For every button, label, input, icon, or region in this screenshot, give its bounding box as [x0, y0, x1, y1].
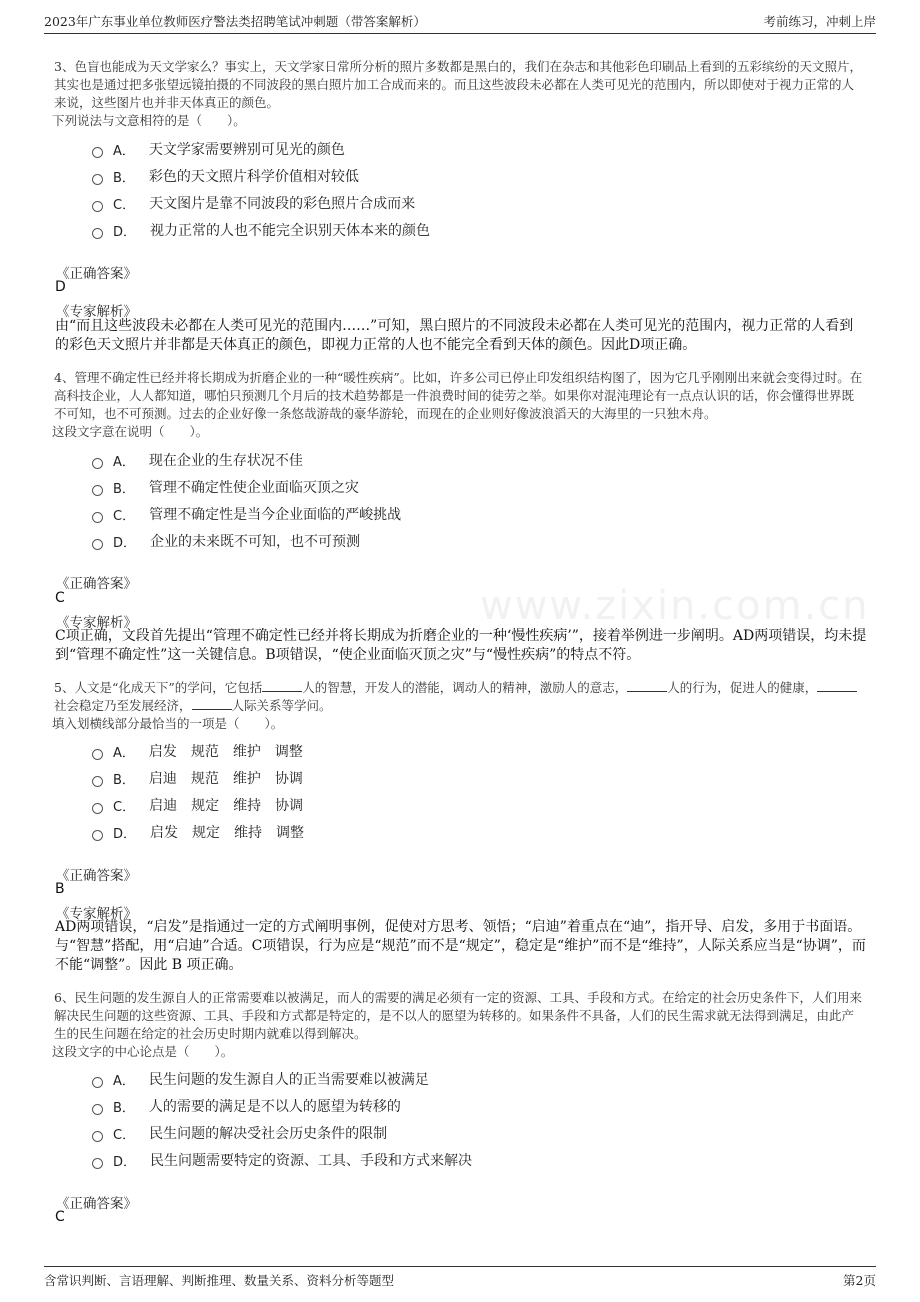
option-text: 彩色的天文照片科学价值相对较低	[148, 169, 359, 185]
option-b[interactable]: B． 启迪 规范 维护 协调	[92, 768, 303, 788]
option-text: 现在企业的生存状况不佳	[148, 453, 303, 469]
answer-value: B	[55, 881, 65, 897]
page-footer	[44, 1266, 876, 1290]
question-stem: 6、民生问题的发生源自人的正常需要难以被满足，而人的需要的满足必须有一定的资源、工具、手段和方式。在给定的社会历史条件下，人们用来解决民生问题的这些资源、工具、手段和方式都是特定的，是不以人的愿望为转移的。如果条件不具备，人们的民生需求就无法得到满足，由此产生的民生问题在给定的社会历史时期内就难以得到解决。	[54, 990, 862, 1041]
question-stem: 3、色盲也能成为天文学家么？事实上，天文学家日常所分析的照片多数都是黑白的，我们在杂志和其他彩色印刷品上看到的五彩缤纷的天文照片，其实也是通过把多张望远镜拍摄的不同波段的黑白照片加工合成而来的。而且这些波段未必都在人类可见光的范围内，所以即使对于视力正常的人来说，这些图片也并非天体真正的颜色。	[54, 59, 862, 110]
option-text: 人的需要的满足是不以人的愿望为转移的	[148, 1099, 401, 1115]
question-3	[54, 58, 866, 130]
fill-blank	[627, 680, 667, 692]
footer-note: 含常识判断、言语理解、判断推理、数量关系、资料分析等题型	[44, 1273, 395, 1288]
question-prompt: 填入划横线部分最恰当的一项是（ ）。	[52, 716, 284, 731]
radio-icon[interactable]	[92, 458, 103, 469]
fill-blank	[262, 680, 302, 692]
option-a[interactable]: A． 启发 规范 维护 调整	[92, 741, 303, 761]
option-text: 民生问题的解决受社会历史条件的限制	[149, 1126, 388, 1142]
option-b[interactable]: B． 管理不确定性使企业面临灭顶之灾	[92, 477, 359, 497]
radio-icon[interactable]	[92, 539, 103, 550]
option-b[interactable]: B． 彩色的天文照片科学价值相对较低	[92, 166, 359, 186]
radio-icon[interactable]	[92, 803, 103, 814]
radio-icon[interactable]	[92, 1077, 103, 1088]
radio-icon[interactable]	[92, 776, 103, 787]
radio-icon[interactable]	[92, 228, 103, 239]
question-prompt: 这段文字意在说明（ ）。	[52, 424, 209, 439]
option-text: 天文图片是靠不同波段的彩色照片合成而来	[149, 196, 416, 212]
explanation-text: 由“而且这些波段未必都在人类可见光的范围内……”可知，黑白照片的不同波段未必都在人类可见光的范围内，视力正常的人看到的彩色天文照片并非都是天体真正的颜色，即视力正常的人也不能完全看到天体的颜色。因此D项正确。	[55, 318, 854, 353]
option-c[interactable]: C． 天文图片是靠不同波段的彩色照片合成而来	[92, 193, 415, 213]
radio-icon[interactable]	[92, 1104, 103, 1115]
radio-icon[interactable]	[92, 512, 103, 523]
option-text: 视力正常的人也不能完全识别天体本来的颜色	[150, 223, 431, 239]
radio-icon[interactable]	[92, 201, 103, 212]
option-b[interactable]: B． 人的需要的满足是不以人的愿望为转移的	[92, 1096, 401, 1116]
option-d[interactable]: D． 视力正常的人也不能完全识别天体本来的颜色	[92, 220, 430, 240]
question-stem: 4、管理不确定性已经并将长期成为折磨企业的一种“暖性疾病”。比如，许多公司已停止印发组织结构图了，因为它几乎刚刚出来就会变得过时。在高科技企业，人人都知道，哪怕只预测几个月后的技术趋势都是一件浪费时间的徒劳之举。如果你对混沌理论有一点点认识的话，你会懂得世界既不可知，也不可预测。过去的企业好像一条悠哉游哉的豪华游轮，而现在的企业则好像波浪滔天的大海里的一只独木舟。	[54, 370, 863, 421]
header-slogan: 考前练习，冲刺上岸	[763, 14, 876, 29]
fill-blank	[817, 680, 857, 692]
radio-icon[interactable]	[92, 485, 103, 496]
option-c[interactable]: C． 民生问题的解决受社会历史条件的限制	[92, 1123, 387, 1143]
option-a[interactable]: A． 现在企业的生存状况不佳	[92, 450, 303, 470]
question-prompt: 这段文字的中心论点是（ ）。	[52, 1044, 234, 1059]
option-text: 管理不确定性使企业面临灭顶之灾	[148, 480, 359, 496]
radio-icon[interactable]	[92, 1158, 103, 1169]
answer-label: 《正确答案》	[56, 576, 137, 592]
radio-icon[interactable]	[92, 1131, 103, 1142]
option-text: 启发 规范 维护 调整	[148, 744, 303, 760]
question-5	[54, 679, 866, 733]
watermark: www.zixin.com.cn	[480, 583, 870, 629]
option-text: 管理不确定性是当今企业面临的严峻挑战	[149, 507, 402, 523]
page-number: 第2页	[843, 1273, 876, 1288]
option-text: 天文学家需要辨别可见光的颜色	[148, 142, 345, 158]
explanation-text: C项正确，文段首先提出“管理不确定性已经并将长期成为折磨企业的一种‘慢性疾病’”，接着举例进一步阐明。AD两项错误，均未提到“管理不确定性”这一关键信息。B项错误，“使企业面临灭顶之灾”与“慢性疾病”的特点不符。	[55, 628, 867, 663]
radio-icon[interactable]	[92, 174, 103, 185]
answer-label: 《正确答案》	[56, 868, 137, 884]
fill-blank	[192, 698, 232, 710]
option-c[interactable]: C． 管理不确定性是当今企业面临的严峻挑战	[92, 504, 401, 524]
header-title: 2023年广东事业单位教师医疗警法类招聘笔试冲刺题（带答案解析）	[44, 14, 426, 29]
option-d[interactable]: D． 企业的未来既不可知，也不可预测	[92, 531, 360, 551]
answer-value: C	[55, 590, 65, 606]
answer-label: 《正确答案》	[56, 266, 137, 282]
question-4	[54, 369, 866, 441]
explanation-label: 《专家解析》	[56, 615, 137, 631]
page-header	[44, 10, 876, 34]
question-stem: 5、人文是“化成天下”的学问，它包括 人的智慧，开发人的潜能，调动人的精神，激励人的意志， 人的行为，促进人的健康，社会稳定乃至发展经济， 人际关系等学问。	[54, 679, 866, 715]
answer-label: 《正确答案》	[56, 1196, 137, 1212]
explanation-label: 《专家解析》	[56, 304, 137, 320]
option-text: 企业的未来既不可知，也不可预测	[150, 534, 361, 550]
question-6	[54, 989, 866, 1061]
explanation-label: 《专家解析》	[56, 906, 137, 922]
radio-icon[interactable]	[92, 749, 103, 760]
answer-value: C	[55, 1209, 65, 1225]
option-text: 民生问题的发生源自人的正当需要难以被满足	[148, 1072, 429, 1088]
option-text: 启发 规定 维持 调整	[150, 825, 305, 841]
radio-icon[interactable]	[92, 830, 103, 841]
explanation-text: AD两项错误，“启发”是指通过一定的方式阐明事例，促使对方思考、领悟；“启迪”着重点在“迪”，指开导、启发，多用于书面语。与“智慧”搭配，用“启迪”合适。C项错误，行为应是“规范”而不是“规定”，稳定是“维护”而不是“维持”，人际关系应当是“协调”，而不能“调整”。因此 B 项正确。	[55, 919, 866, 973]
option-a[interactable]: A． 民生问题的发生源自人的正当需要难以被满足	[92, 1069, 429, 1089]
option-d[interactable]: D． 民生问题需要特定的资源、工具、手段和方式来解决	[92, 1150, 472, 1170]
answer-value: D	[55, 279, 66, 295]
option-text: 民生问题需要特定的资源、工具、手段和方式来解决	[150, 1153, 473, 1169]
option-c[interactable]: C． 启迪 规定 维持 协调	[92, 795, 303, 815]
option-a[interactable]: A． 天文学家需要辨别可见光的颜色	[92, 139, 345, 159]
radio-icon[interactable]	[92, 147, 103, 158]
option-d[interactable]: D． 启发 规定 维持 调整	[92, 822, 304, 842]
option-text: 启迪 规定 维持 协调	[149, 798, 304, 814]
option-text: 启迪 规范 维护 协调	[148, 771, 303, 787]
question-prompt: 下列说法与文意相符的是（ ）。	[52, 113, 246, 128]
